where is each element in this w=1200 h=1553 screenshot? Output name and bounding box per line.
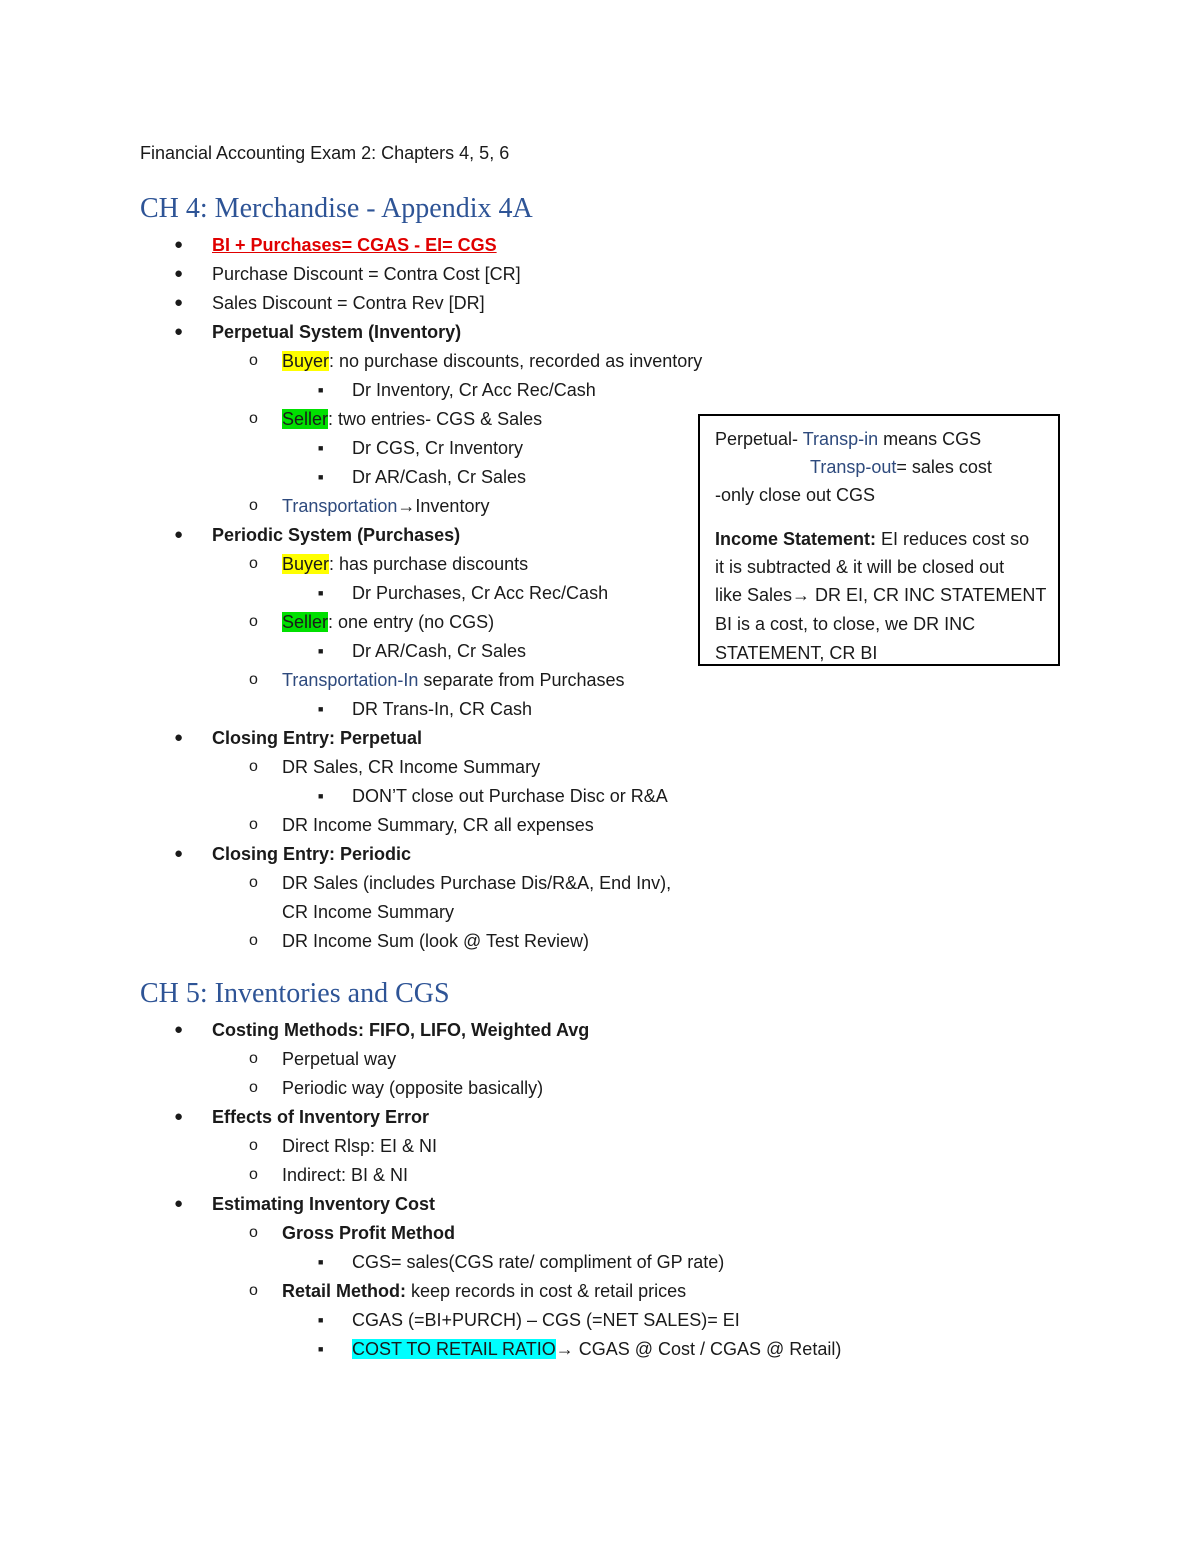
box-transp-out-line: Transp-out= sales cost	[810, 457, 992, 477]
circle-marker: o	[249, 555, 258, 572]
periodic-buyer: Buyer: has purchase discounts	[282, 554, 529, 574]
perpetual-seller-entry2: Dr AR/Cash, Cr Sales	[352, 467, 527, 487]
bullet-marker: ●	[174, 265, 184, 282]
bullet-marker: ●	[174, 1021, 184, 1038]
perpetual-seller: Seller: two entries- CGS & Sales	[282, 409, 543, 429]
bullet-marker: ●	[174, 236, 184, 253]
direct-rlsp: Direct Rlsp: EI & NI	[282, 1136, 438, 1156]
bullet-marker: ●	[174, 323, 184, 340]
closing-periodic-item1-line1: DR Sales (includes Purchase Dis/R&A, End Inv),	[282, 873, 672, 893]
circle-marker: o	[249, 1282, 258, 1299]
perpetual-buyer-entry: Dr Inventory, Cr Acc Rec/Cash	[352, 380, 596, 400]
box-perpetual-line: Perpetual- Transp-in means CGS	[715, 429, 982, 449]
circle-marker: o	[249, 671, 258, 688]
costing-perpetual: Perpetual way	[282, 1049, 397, 1069]
square-marker: ■	[318, 704, 324, 714]
cost-to-retail-ratio: COST TO RETAIL RATIO→ CGAS @ Cost / CGAS @ Retail)	[352, 1339, 842, 1359]
circle-marker: o	[249, 816, 258, 833]
circle-marker: o	[249, 352, 258, 369]
perpetual-seller-entry1: Dr CGS, Cr Inventory	[352, 438, 524, 458]
periodic-heading: Periodic System (Purchases)	[212, 525, 461, 545]
bullet-marker: ●	[174, 1108, 184, 1125]
arrow-icon: →	[397, 496, 416, 516]
periodic-transport: Transportation-In separate from Purchases	[282, 670, 625, 690]
closing-periodic-item1-line2: CR Income Summary	[282, 902, 455, 922]
circle-marker: o	[249, 1166, 258, 1183]
periodic-transport-entry: DR Trans-In, CR Cash	[352, 699, 533, 719]
box-is-line3: like Sales→ DR EI, CR INC STATEMENT	[715, 585, 1047, 605]
costing-periodic: Periodic way (opposite basically)	[282, 1078, 544, 1098]
closing-perpetual-item2: DR Income Summary, CR all expenses	[282, 815, 594, 835]
square-marker: ■	[318, 588, 324, 598]
box-is-line4: BI is a cost, to close, we DR INC	[715, 614, 976, 634]
retail-method: Retail Method: keep records in cost & retail prices	[282, 1281, 687, 1301]
note-box	[698, 414, 1060, 666]
circle-marker: o	[249, 497, 258, 514]
inventory-error-heading: Effects of Inventory Error	[212, 1107, 430, 1127]
closing-periodic-heading: Closing Entry: Periodic	[212, 844, 412, 864]
circle-marker: o	[249, 932, 258, 949]
perpetual-buyer: Buyer: no purchase discounts, recorded as inventory	[282, 351, 703, 371]
square-marker: ■	[318, 385, 324, 395]
circle-marker: o	[249, 410, 258, 427]
circle-marker: o	[249, 613, 258, 630]
bullet-marker: ●	[174, 1195, 184, 1212]
bullet-marker: ●	[174, 845, 184, 862]
purchase-discount-line: Purchase Discount = Contra Cost [CR]	[212, 264, 521, 284]
square-marker: ■	[318, 472, 324, 482]
box-close-note: -only close out CGS	[715, 485, 876, 505]
bullet-marker: ●	[174, 526, 184, 543]
square-marker: ■	[318, 1344, 324, 1354]
gp-formula: CGS= sales(CGS rate/ compliment of GP rate)	[352, 1252, 725, 1272]
perpetual-heading: Perpetual System (Inventory)	[212, 322, 462, 342]
box-is-line2: it is subtracted & it will be closed out	[715, 557, 1005, 577]
circle-marker: o	[249, 874, 258, 891]
periodic-seller-entry: Dr AR/Cash, Cr Sales	[352, 641, 527, 661]
closing-periodic-item2: DR Income Sum (look @ Test Review)	[282, 931, 590, 951]
square-marker: ■	[318, 1315, 324, 1325]
perpetual-transport: Transportation→Inventory	[282, 496, 490, 516]
ch5-heading: CH 5: Inventories and CGS	[140, 978, 450, 1009]
bullet-marker: ●	[174, 294, 184, 311]
box-is-line5: STATEMENT, CR BI	[715, 643, 878, 663]
square-marker: ■	[318, 443, 324, 453]
ch4-formula: BI + Purchases= CGAS - EI= CGS	[212, 235, 497, 255]
bullet-marker: ●	[174, 729, 184, 746]
circle-marker: o	[249, 1224, 258, 1241]
indirect-rlsp: Indirect: BI & NI	[282, 1165, 409, 1185]
circle-marker: o	[249, 1137, 258, 1154]
ch4-heading: CH 4: Merchandise - Appendix 4A	[140, 193, 533, 224]
circle-marker: o	[249, 1050, 258, 1067]
box-is-line1: Income Statement: EI reduces cost so	[715, 529, 1030, 549]
estimating-heading: Estimating Inventory Cost	[212, 1194, 436, 1214]
retail-formula: CGAS (=BI+PURCH) – CGS (=NET SALES)= EI	[352, 1310, 740, 1330]
circle-marker: o	[249, 1079, 258, 1096]
closing-perpetual-item1: DR Sales, CR Income Summary	[282, 757, 541, 777]
circle-marker: o	[249, 758, 258, 775]
closing-perpetual-item1-sub: DON’T close out Purchase Disc or R&A	[352, 786, 668, 806]
gross-profit-method: Gross Profit Method	[282, 1223, 456, 1243]
square-marker: ■	[318, 791, 324, 801]
square-marker: ■	[318, 1257, 324, 1267]
square-marker: ■	[318, 646, 324, 656]
sales-discount-line: Sales Discount = Contra Rev [DR]	[212, 293, 485, 313]
document-title: Financial Accounting Exam 2: Chapters 4, 5, 6	[140, 143, 510, 163]
periodic-buyer-entry: Dr Purchases, Cr Acc Rec/Cash	[352, 583, 609, 603]
arrow-icon: →	[792, 585, 811, 605]
periodic-seller: Seller: one entry (no CGS)	[282, 612, 495, 632]
costing-methods: Costing Methods: FIFO, LIFO, Weighted Avg	[212, 1020, 590, 1040]
closing-perpetual-heading: Closing Entry: Perpetual	[212, 728, 423, 748]
arrow-icon: →	[555, 1339, 574, 1359]
